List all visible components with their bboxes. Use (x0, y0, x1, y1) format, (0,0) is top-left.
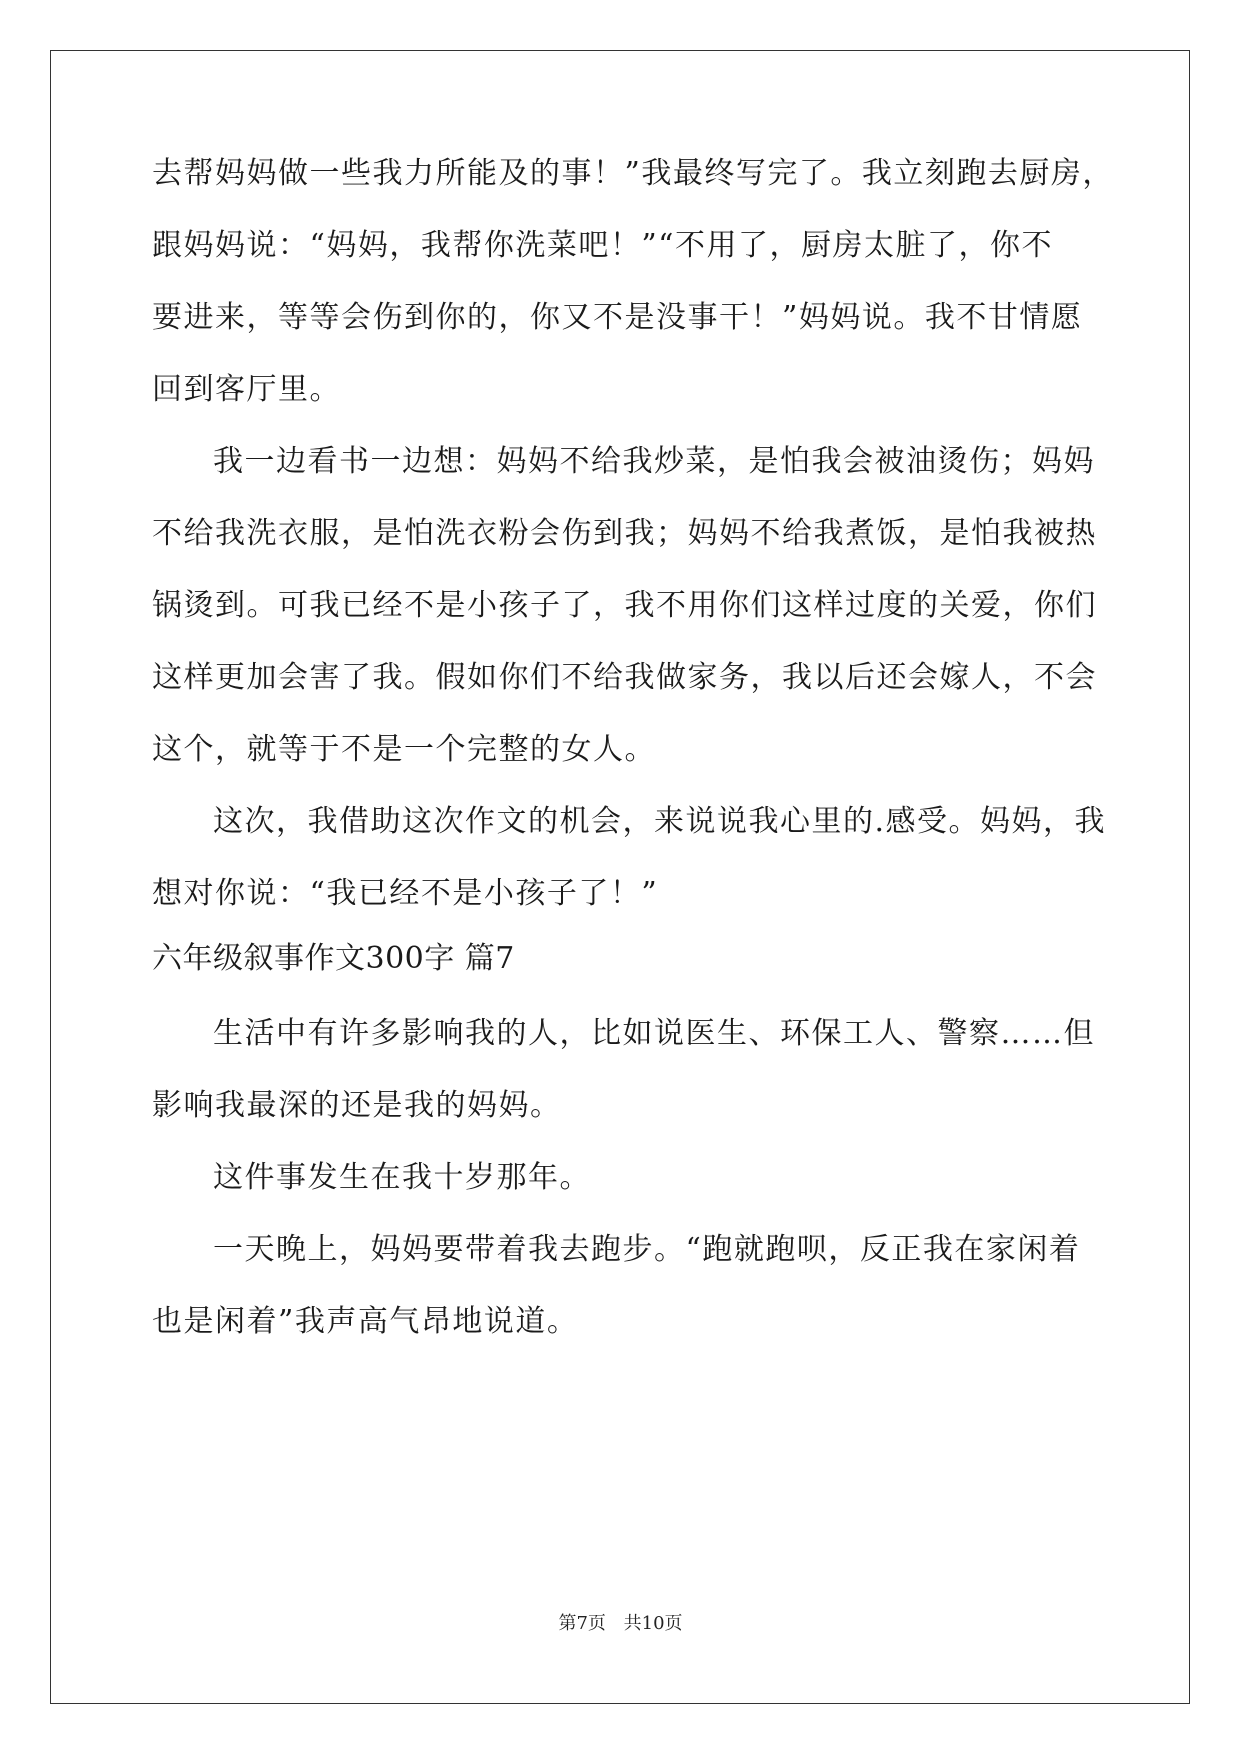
page-total: 共10页 (623, 1613, 683, 1634)
page-footer (0, 1612, 1241, 1636)
section-heading: 六年级叙事作文300字 篇7 (152, 941, 515, 976)
text-line: 想对你说：“我已经不是小孩子了！” (152, 876, 659, 911)
text-line: 这样更加会害了我。假如你们不给我做家务，我以后还会嫁人，不会 (152, 660, 1097, 695)
text-line: 跟妈妈说：“妈妈，我帮你洗菜吧！”“不用了，厨房太脏了，你不 (152, 228, 1054, 263)
paragraph-start-line: 这次，我借助这次作文的机会，来说说我心里的.感受。妈妈，我 (213, 804, 1107, 839)
text-line: 要进来，等等会伤到你的，你又不是没事干！”妈妈说。我不甘情愿 (152, 300, 1083, 335)
text-line: 影响我最深的还是我的妈妈。 (152, 1088, 562, 1123)
text-line: 去帮妈妈做一些我力所能及的事！”我最终写完了。我立刻跑去厨房， (152, 156, 1114, 191)
paragraph-start-line: 这件事发生在我十岁那年。 (213, 1160, 591, 1195)
paragraph-start-line: 我一边看书一边想：妈妈不给我炒菜，是怕我会被油烫伤；妈妈 (213, 444, 1095, 479)
paragraph-start-line: 一天晚上，妈妈要带着我去跑步。“跑就跑呗，反正我在家闲着 (213, 1232, 1081, 1267)
paragraph-start-line: 生活中有许多影响我的人，比如说医生、环保工人、警察……但 (213, 1016, 1095, 1051)
text-line: 回到客厅里。 (152, 372, 341, 407)
text-line: 不给我洗衣服，是怕洗衣粉会伤到我；妈妈不给我煮饭，是怕我被热 (152, 516, 1097, 551)
text-line: 也是闲着”我声高气昂地说道。 (152, 1304, 579, 1339)
text-line: 这个，就等于不是一个完整的女人。 (152, 732, 656, 767)
text-line: 锅烫到。可我已经不是小孩子了，我不用你们这样过度的关爱，你们 (152, 588, 1097, 623)
page-number: 第7页 (558, 1613, 606, 1634)
